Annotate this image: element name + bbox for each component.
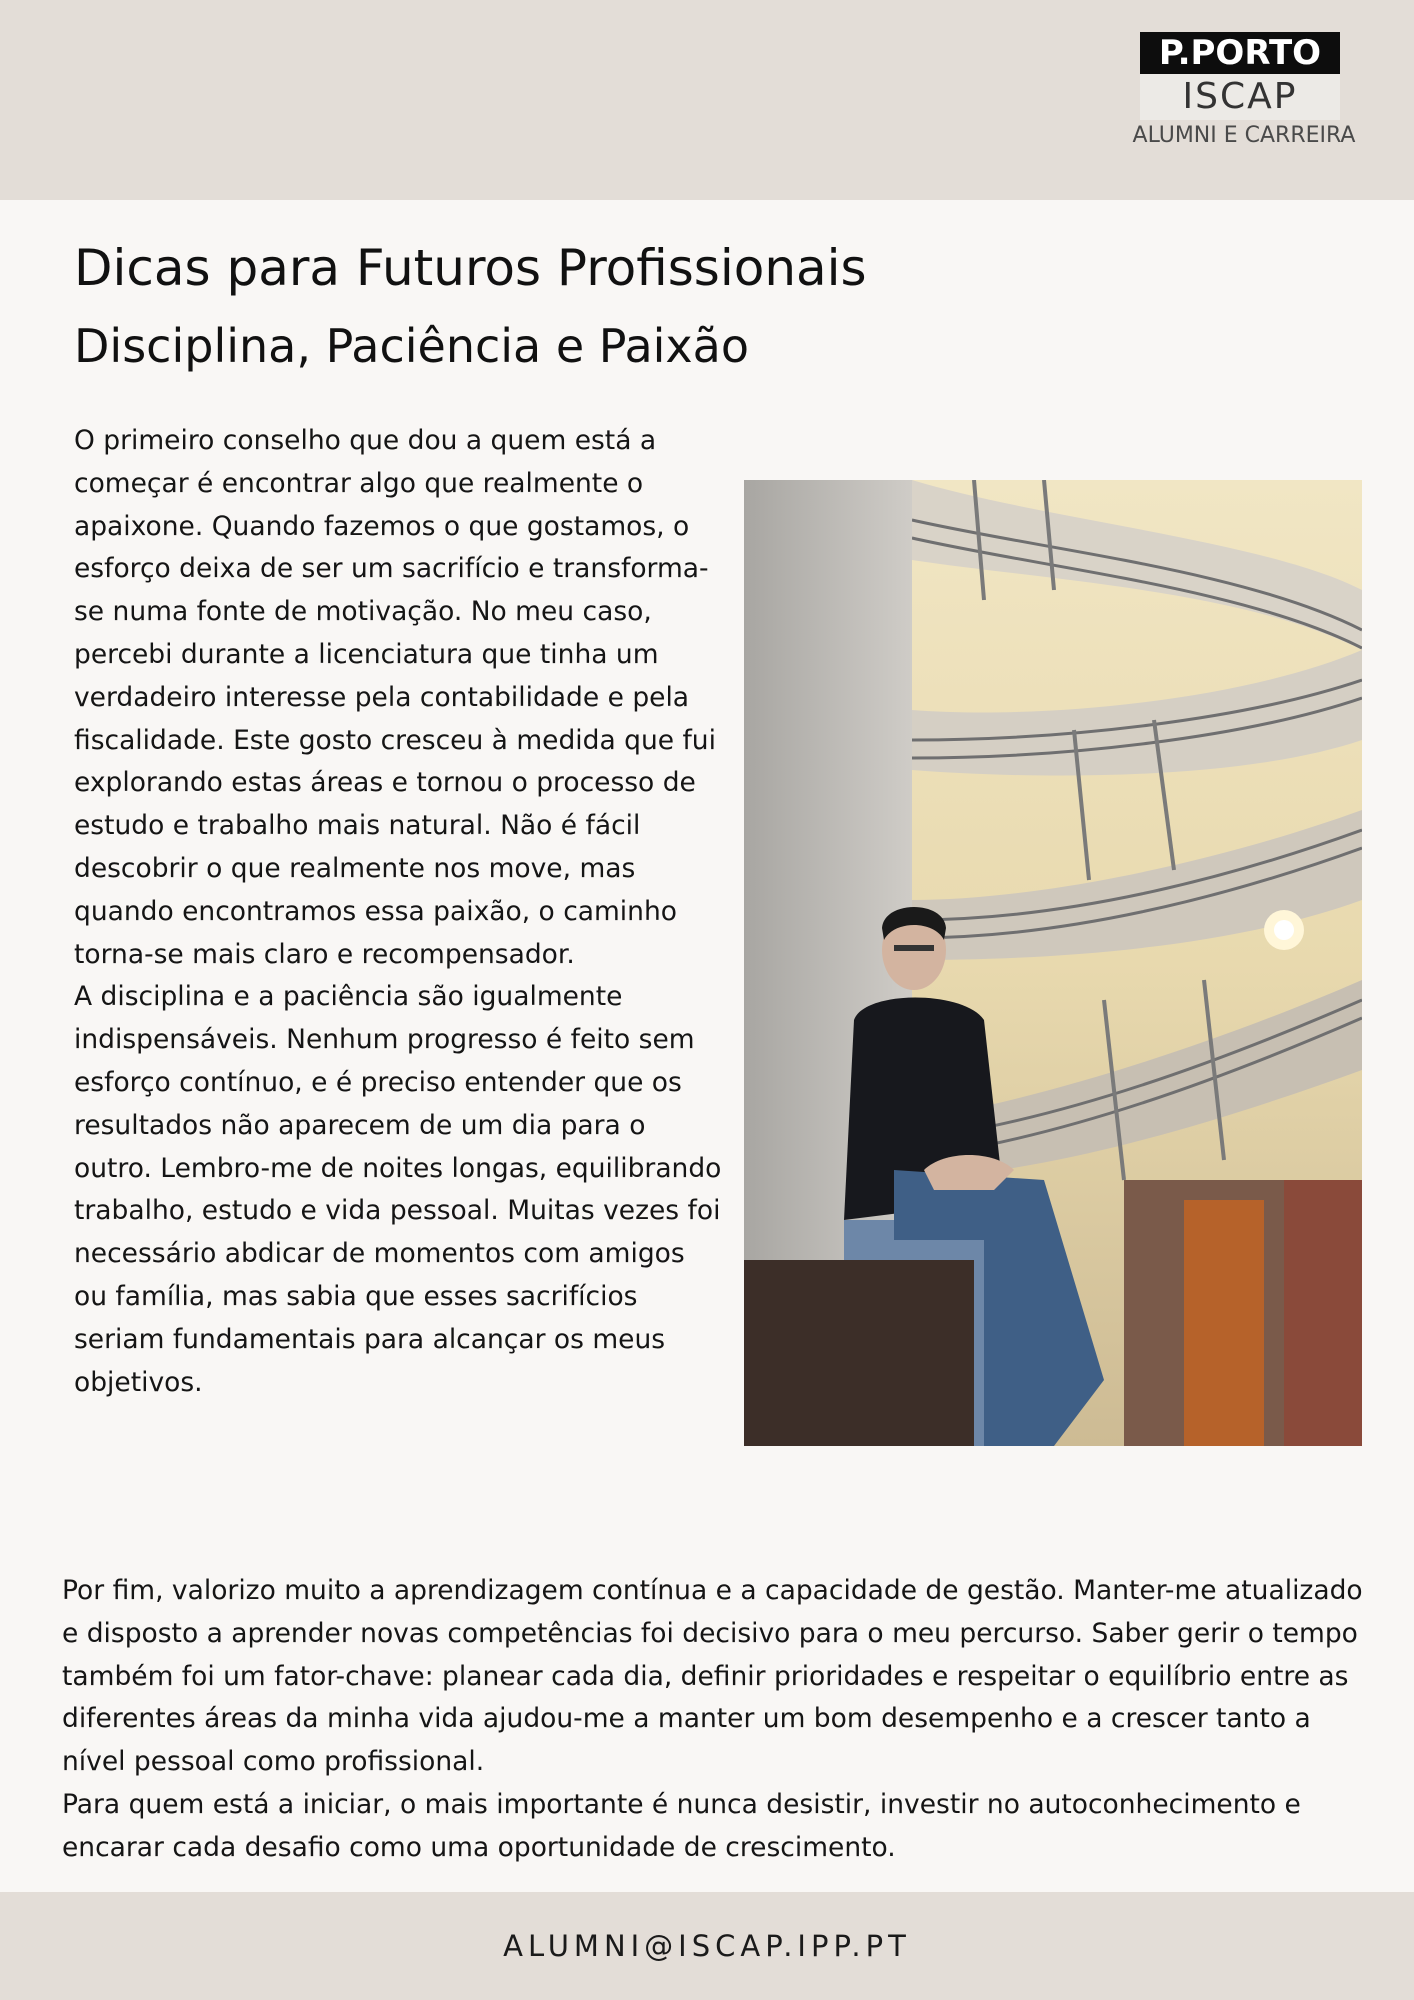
page-title: Dicas para Futuros Profissionais [74,239,867,297]
logo-alumni-text: ALUMNI E CARREIRA [1132,123,1356,148]
header-bar [0,0,1414,200]
contact-email: ALUMNI@ISCAP.IPP.PT [503,1929,911,1963]
logo-pporto-text: P.PORTO [1140,32,1340,74]
paragraph-learning: Por fim, valorizo muito a aprendizagem contínua e a capacidade de gestão. Manter-me atualizado e disposto a aprender novas competências foi decisivo para o meu percurso. Saber gerir o tempo também foi um fator-chave: planear cada dia, definir prioridades e respeitar o equilíbrio entre as diferentes áreas da minha vida ajudou-me a manter um bom desempenho e a crescer tanto a nível pessoal como profissional. [62,1575,1363,1778]
photo-illustration [744,480,1362,1446]
logo-iscap-text: ISCAP [1140,74,1340,120]
footer-bar [0,1892,1414,2000]
portrait-photo [744,480,1362,1446]
article-column-text [74,420,724,1404]
paragraph-discipline: A disciplina e a paciência são igualmente indispensáveis. Nenhum progresso é feito sem esforço contínuo, e é preciso entender que os resultados não aparecem de um dia para o outro. Lembro-me de noites longas, equilibrando trabalho, estudo e vida pessoal. Muitas vezes foi necessário abdicar de momentos com amigos ou família, mas sabia que esses sacrifícios seriam fundamentais para alcançar os meus objetivos. [74,981,722,1398]
paragraph-closing: Para quem está a iniciar, o mais importante é nunca desistir, investir no autoconhecimento e encarar cada desafio como uma oportunidade de crescimento. [62,1788,1301,1863]
paragraph-passion: O primeiro conselho que dou a quem está a começar é encontrar algo que realmente o apaixone. Quando fazemos o que gostamos, o esforço deixa de ser um sacrifício e transforma-se numa fonte de motivação. No meu caso, percebi durante a licenciatura que tinha um verdadeiro interesse pela contabilidade e pela fiscalidade. Este gosto cresceu à medida que fui explorando estas áreas e tornou o processo de estudo e trabalho mais natural. Não é fácil descobrir o que realmente nos move, mas quando encontramos essa paixão, o caminho torna-se mais claro e recompensador. [74,425,716,970]
article-full-width-text [62,1570,1382,1870]
page-subtitle: Disciplina, Paciência e Paixão [74,319,749,373]
